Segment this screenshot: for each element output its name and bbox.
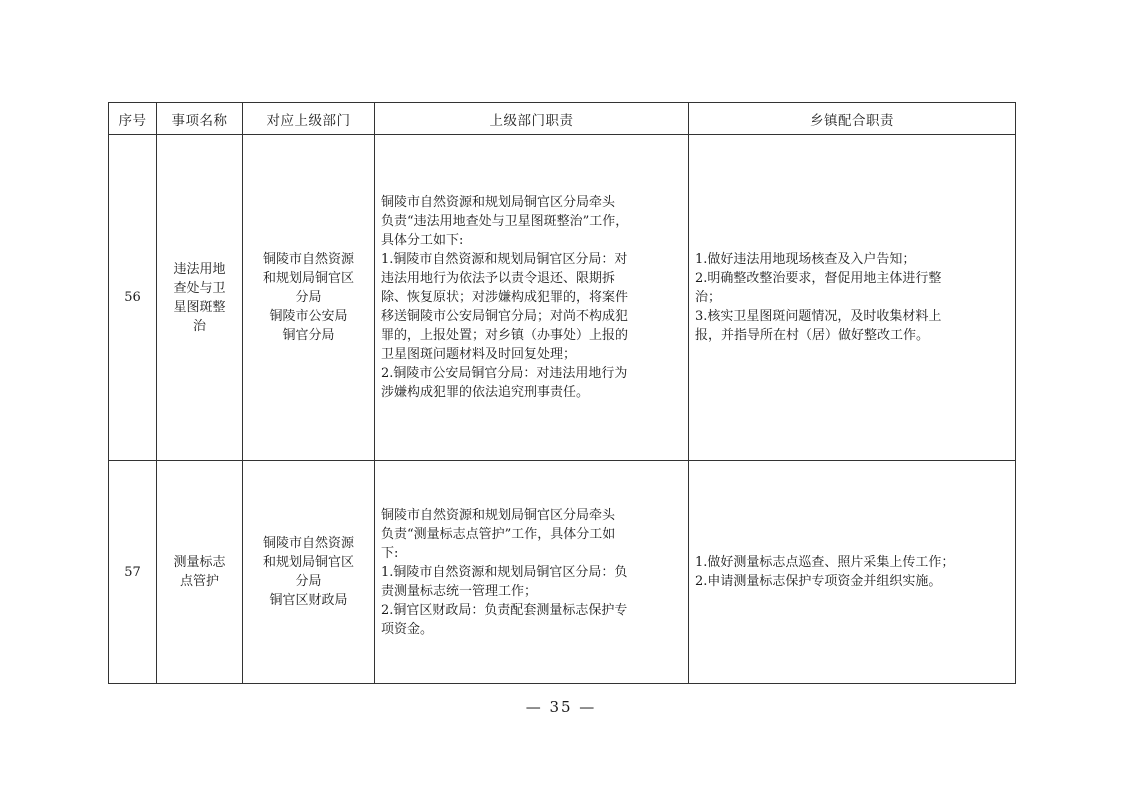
duty-table: [108, 102, 1016, 684]
cell-line: 分局: [295, 290, 322, 305]
cell-line: 铜官分局: [282, 328, 335, 343]
cell-line: 治；: [695, 290, 722, 305]
cell-line: 违法用地行为依法予以责令退还、限期拆: [381, 271, 616, 286]
cell-line: 铜陵市自然资源和规划局铜官区分局牵头: [381, 195, 616, 210]
cell-town-duty: [689, 135, 1016, 461]
cell-line: 违法用地: [173, 261, 226, 277]
cell-line: 除、恢复原状；对涉嫌构成犯罪的，将案件: [381, 290, 629, 305]
cell-line: 和规划局铜官区: [262, 555, 354, 570]
cell-line: 报，并指导所在村（居）做好整改工作。: [695, 328, 930, 343]
cell-item-name: [157, 135, 243, 461]
cell-item-name: [157, 461, 243, 684]
page-number: — 35 —: [525, 698, 597, 716]
cell-line: 铜陵市自然资源: [262, 536, 354, 551]
table-row: [109, 135, 1016, 461]
cell-line: 下:: [381, 545, 399, 561]
cell-line: 卫星图斑问题材料及时回复处理；: [381, 347, 577, 362]
cell-line: 负责“测量标志点管护”工作，具体分工如: [381, 526, 616, 542]
cell-superior-dept: [243, 461, 375, 684]
cell-line: 铜陵市自然资源和规划局铜官区分局牵头: [381, 507, 616, 523]
cell-line: 2.申请测量标志保护专项资金并组织实施。: [695, 574, 942, 589]
cell-line: 铜陵市自然资源: [262, 252, 354, 267]
header-no: 序号: [109, 103, 157, 135]
cell-line: 责测量标志统一管理工作；: [381, 583, 538, 599]
cell-line: 和规划局铜官区: [262, 271, 354, 286]
cell-town-duty: [689, 461, 1016, 684]
cell-line: 分局: [295, 574, 322, 589]
cell-line: 测量标志: [173, 555, 226, 570]
cell-line: 负责“违法用地查处与卫星图斑整治”工作，: [381, 214, 629, 229]
cell-line: 1.做好违法用地现场核查及入户告知；: [695, 252, 916, 267]
cell-line: 罪的，上报处置；对乡镇（办事处）上报的: [381, 328, 629, 343]
cell-line: 查处与卫: [173, 280, 226, 296]
cell-line: 1.铜陵市自然资源和规划局铜官区分局：负: [381, 564, 628, 580]
cell-line: 治: [192, 318, 206, 334]
cell-line: 涉嫌构成犯罪的依法追究刑事责任。: [381, 385, 590, 400]
cell-superior-duty: [375, 135, 689, 461]
cell-line: 移送铜陵市公安局铜官分局；对尚不构成犯: [381, 309, 629, 324]
cell-line: 2.明确整改整治要求，督促用地主体进行整: [695, 271, 942, 286]
header-town-duty: 乡镇配合职责: [689, 103, 1016, 135]
header-superior-dept: 对应上级部门: [243, 103, 375, 135]
cell-no: 57: [109, 461, 157, 684]
cell-line: 3.核实卫星图斑问题情况，及时收集材料上: [695, 309, 942, 324]
cell-no: 56: [109, 135, 157, 461]
header-item-name: 事项名称: [157, 103, 243, 135]
header-superior-duty: 上级部门职责: [375, 103, 689, 135]
cell-line: 项资金。: [381, 621, 434, 637]
cell-line: 点管护: [179, 574, 219, 589]
cell-line: 具体分工如下:: [381, 233, 464, 248]
cell-superior-duty: [375, 461, 689, 684]
cell-superior-dept: [243, 135, 375, 461]
cell-line: 2.铜官区财政局：负责配套测量标志保护专: [381, 602, 628, 618]
table-header-row: [109, 103, 1016, 135]
cell-line: 铜陵市公安局: [269, 309, 348, 324]
cell-line: 2.铜陵市公安局铜官分局：对违法用地行为: [381, 366, 628, 381]
cell-line: 1.做好测量标志点巡查、照片采集上传工作；: [695, 555, 955, 570]
cell-line: 1.铜陵市自然资源和规划局铜官区分局：对: [381, 252, 628, 267]
cell-line: 铜官区财政局: [269, 593, 348, 608]
cell-line: 星图斑整: [173, 299, 226, 315]
table-row: [109, 461, 1016, 684]
